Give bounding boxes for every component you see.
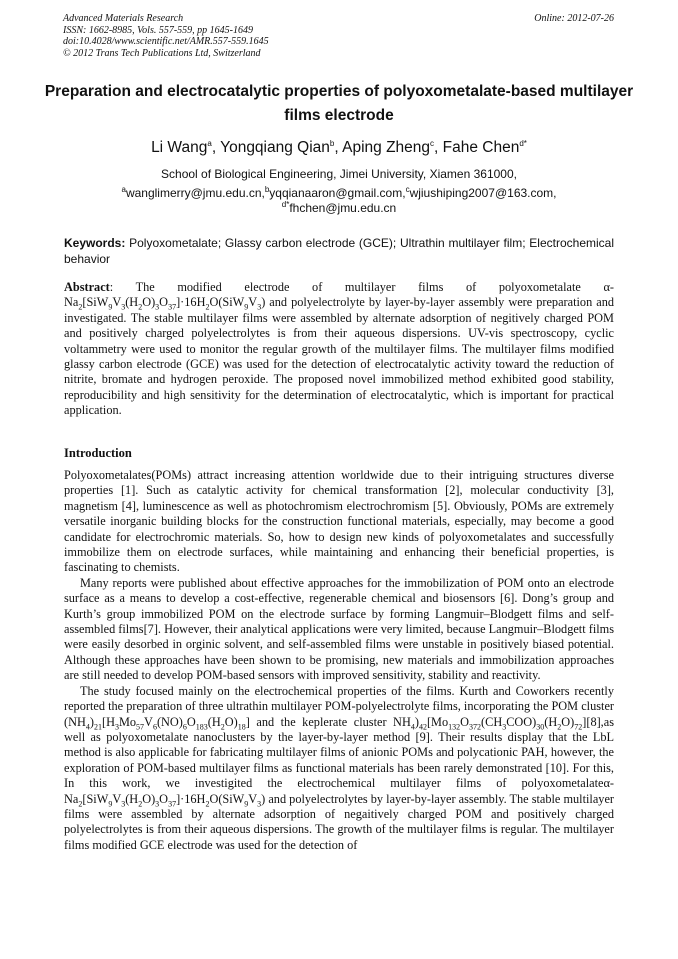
paper-title: Preparation and electrocatalytic properties of polyoxometalate-based multilayer films electrode — [44, 83, 634, 124]
journal-name: Advanced Materials Research — [63, 13, 184, 24]
author-mark: b — [329, 138, 335, 148]
abstract-label: Abstract — [64, 280, 110, 294]
author-name: Li Wang — [151, 139, 208, 156]
journal-header — [63, 13, 269, 59]
email-mark: c — [405, 185, 410, 194]
doi-line: doi:10.4028/www.scientific.net/AMR.557-559.1645 — [63, 36, 269, 48]
keywords — [64, 236, 614, 267]
paragraph-text: ) and polyelectrolytes by layer-by-layer assembly. The stable multilayer films were assembled by alternate adsorption of negaitively charged POM and positively charged polyelectrolytes is from their aqueous dispersions. The growth of the multilayer films is regular. The multilayer films modified GCE electrode was used for the detection of — [64, 791, 614, 852]
paragraph-text: COO) — [506, 714, 537, 729]
author-mark: d* — [519, 138, 527, 148]
paragraph: The study focused mainly on the electrochemical properties of the films. Kurth and Coworkers recently reported the preparation of three ultrathin multilayer POM-polyelectrolyte films, incorporating the POM cluster $(NH_4)_{21}[H_3Mo_{57}V_6(NO)_6O_{183}(H_2O)_{18}]$ and the keplerate cluster $NH_4)_{42}[Mo_{132}O_{372}(CH_3COO)_{30}(H_2O)_{72}][8],as$ well as polyoxometalate nanoclusters by the layer-by-layer method [9]. Their results display that the LbL method is also applicable for fabricating multilayer films of anionic POMs and polycationic PAH, however, the exploration of POM-based multilayer films as functional materials has been rarely demonstrated [10]. For this, In this work, we investigited the electrochemical multilayer films of polyoxometalateα-$Na_2[SiW_9V_3(H_2O)_3O_{37}]\cdot 16H_2O(SiW_9V_3)$ and polyelectrolytes by layer-by-layer assembly. The stable multilayer films were assembled by alternate adsorption of negaitively charged POM and positively charged polyelectrolytes is from their aqueous dispersions. The growth of the multilayer films is regular. The multilayer films modified GCE electrode was used for the detection of — [64, 683, 614, 852]
email: yqqianaaron@gmail.com — [269, 186, 403, 200]
copyright-line: © 2012 Trans Tech Publications Ltd, Switzerland — [63, 47, 261, 59]
keywords-label: Keywords: — [64, 236, 126, 250]
abstract: Abstract: The modified electrode of multilayer films of polyoxometalate $\alpha-Na_2[SiW_9V_3(H_2O)_3O_{37}]\cdot 16H_2O(SiW_9V_3)$ and polyelectrolyte by layer-by-layer assembly were preparation and investigated. The stable multilayer films were assembled by alternate adsorption of negitively charged POM and positively charged polyelectrolytes is from their aqueous dispersions. UV-vis spectroscopy, cyclic voltammetry were used to monitor the regular growth of the multilayer films. The multilayer films modified glassy carbon electrode (GCE) was used for the detection of electrocatalytic activity toward the reduction of nitrite, bromate and hydrogen peroxide. The proposed novel immobilized method exhibited good stability, reproducibility and high sensitivity for the determination of electrocatalytic, which is important for practical application. — [64, 280, 614, 418]
paragraph-text: [Mo — [426, 714, 449, 729]
issn-line: ISSN: 1662-8985, Vols. 557-559, pp 1645-1649 — [63, 24, 253, 36]
author-name: Fahe Chen — [442, 139, 520, 156]
email: wanglimerry@jmu.edu.cn — [125, 186, 262, 200]
paragraph-text: [8],as well as polyoxometalate nanoclusters by the layer-by-layer method [9]. Their results display that the LbL method is also applicable for fabricating multilayer films of anionic POMs and polycationic PAH, however, the exploration of POM-based multilayer films as functional materials has been rarely demonstrated [10]. For this, In this work, we investigited the electrochemical multilayer films of polyoxometalateα-Na — [64, 714, 614, 806]
email-mark: b — [264, 185, 270, 194]
author-mark: a — [207, 138, 212, 148]
abstract-text: ·16H — [180, 295, 206, 310]
email-list: $^a$wanglimerry@jmu.edu.cn,$^b$yqqianaaron@gmail.com,$^c$wjiushiping2007@163.com, $^{d*}$fhchen@jmu.edu.cn — [121, 185, 557, 215]
paragraph-text: (CH — [481, 714, 503, 729]
paragraph-text: The study focused mainly on the electrochemical properties of the films. Kurth and Coworkers recently reported the preparation of three ultrathin multilayer POM-polyelectrolyte films, incorporating the POM cluster (NH — [64, 683, 614, 729]
keywords-text: Polyoxometalate; Glassy carbon electrode (GCE); Ultrathin multilayer film; Electrochemical behavior — [64, 236, 614, 266]
author-name: Yongqiang Qian — [220, 139, 330, 156]
affiliation: School of Biological Engineering, Jimei University, Xiamen 361000, — [161, 167, 517, 181]
email: wjiushiping2007@163.com — [409, 186, 554, 200]
paragraph-text: ] and the keplerate cluster NH — [245, 714, 411, 729]
author-mark: c — [430, 138, 435, 148]
author-name: Aping Zheng — [342, 139, 431, 156]
online-date: Online: 2012-07-26 — [534, 13, 614, 24]
abstract-text: (H — [125, 295, 139, 310]
section-heading-introduction: Introduction — [64, 446, 132, 460]
abstract-text: ) and polyelectrolyte by layer-by-layer assembly were preparation and investigated. The stable multilayer films were assembled by alternate adsorption of negitively charged POM and positively charged polyelectrolytes is from their aqueous dispersions. UV-vis spectroscopy, cyclic voltammetry were used to monitor the regular growth of the multilayer films. The multilayer films modified glassy carbon electrode (GCE) was used for the detection of electrocatalytic activity toward the reduction of nitrite, bromate and hydrogen peroxide. The proposed novel immobilized method exhibited good stability, reproducibility and high sensitivity for the determination of electrocatalytic, which is important for practical application. — [64, 295, 614, 418]
email-mark: d* — [281, 200, 290, 209]
paragraph: Polyoxometalates(POMs) attract increasing attention worldwide due to their intriguing structures diverse properties [1]. Such as catalytic activity for chemical transformation [2], molecular conductivity [3], magnetism [4], luminescence as well as photochromism electrochromism [5]. Obviously, POMs are extremely versatile inorganic building blocks for the construction functional materials, especially, may become a good candidate for electrochromic materials. So, how to design new kinds of polyoxometalates and successfully immobilize them on electrode surfaces, while maintaining and enhancing their beneficial properties, is fascinating to chemists. — [64, 468, 614, 575]
paragraph: Many reports were published about effective approaches for the immobilization of POM onto an electrode surface as a means to develop a cost-effective, regenerable chemical and biosensors [6]. Dong’s group and Kurth’s group immobilized POM on the electrode surface by forming Langmuir–Blodgett films and self-assembled films[7]. However, their analytical applications were very limited, because Langmuir–Blodgett films were easily desorbed in orginic solvent, and self-assembled films were unstable in positively biased potential. Although these approaches have been shown to be promising, new materials and immobilization approaches are still needed to develop POM-based sensors with improved sensitivity, stability and reactivity. — [64, 575, 614, 683]
author-list: Li Wang$^a$, Yongqiang Qian$^b$, Aping Zheng$^c$, Fahe Chen$^{d*}$ — [151, 138, 527, 156]
email: fhchen@jmu.edu.cn — [289, 201, 397, 215]
abstract-text: O(SiW — [209, 295, 245, 310]
introduction-body — [64, 468, 614, 853]
abstract-text: : The modified electrode of multilayer films of polyoxometalate α-Na — [64, 280, 614, 310]
email-mark: a — [121, 185, 126, 194]
